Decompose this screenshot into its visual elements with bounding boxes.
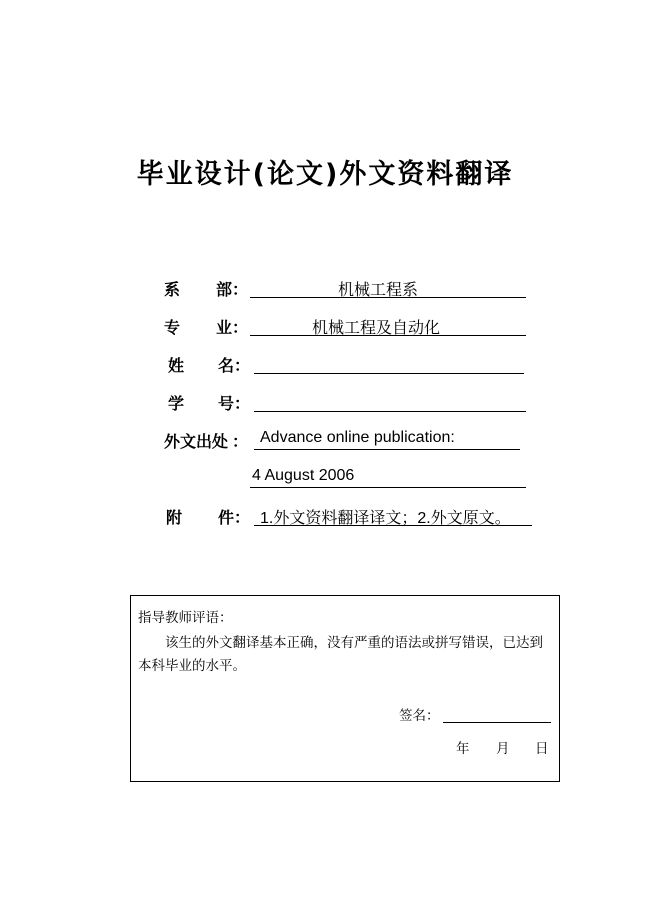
advisor-comment-header: 指导教师评语：: [138, 610, 233, 626]
source-value-line-1: [254, 429, 520, 450]
major-value-line: [250, 315, 526, 336]
major-label-char2: 业: [216, 318, 233, 337]
field-major: [0, 315, 650, 343]
advisor-comment-box: [130, 595, 560, 782]
document-title: 毕业设计(论文)外文资料翻译: [136, 159, 514, 190]
source-value-2: 4 August 2006: [252, 467, 355, 484]
date-year: 年: [456, 741, 470, 757]
name-colon: ：: [234, 356, 251, 375]
department-label-char1: 系: [164, 280, 181, 299]
field-source-continued: [0, 467, 650, 495]
source-value-1: Advance online publication:: [260, 429, 455, 446]
field-source: [0, 429, 650, 457]
field-attachment: [0, 505, 650, 533]
date-month: 月: [496, 741, 510, 757]
signature-label: 签名：: [399, 708, 440, 724]
field-department: [0, 277, 650, 305]
major-value: 机械工程及自动化: [312, 320, 441, 337]
attachment-label-char2: 件: [218, 508, 235, 527]
name-value-line: [254, 353, 524, 374]
source-colon: ：: [232, 432, 249, 451]
advisor-comment-text: 该生的外文翻译基本正确，没有严重的语法或拼写错误，已达到本科毕业的水平。: [138, 635, 543, 674]
field-name: [0, 353, 650, 381]
department-label-char2: 部: [216, 280, 233, 299]
signature-line: [443, 704, 551, 723]
department-colon: ：: [232, 280, 249, 299]
attachment-colon: ：: [234, 508, 251, 527]
department-value: 机械工程系: [338, 282, 419, 299]
student-id-value-line: [254, 391, 526, 412]
name-label-char1: 姓: [168, 356, 185, 375]
field-student-id: [0, 391, 650, 419]
source-value-line-2: [250, 467, 526, 488]
student-id-label-char1: 学: [168, 394, 185, 413]
name-label-char2: 名: [218, 356, 235, 375]
student-id-label-char2: 号: [218, 394, 235, 413]
attachment-label-char1: 附: [166, 508, 183, 527]
attachment-value-line: [254, 505, 532, 526]
department-value-line: [250, 277, 526, 298]
major-label-char1: 专: [164, 318, 181, 337]
date-day: 日: [535, 741, 549, 757]
attachment-value: 1.外文资料翻译译文；2.外文原文。: [260, 510, 511, 527]
source-label: 外文出处: [164, 432, 229, 451]
student-id-colon: ：: [234, 394, 251, 413]
major-colon: ：: [232, 318, 249, 337]
